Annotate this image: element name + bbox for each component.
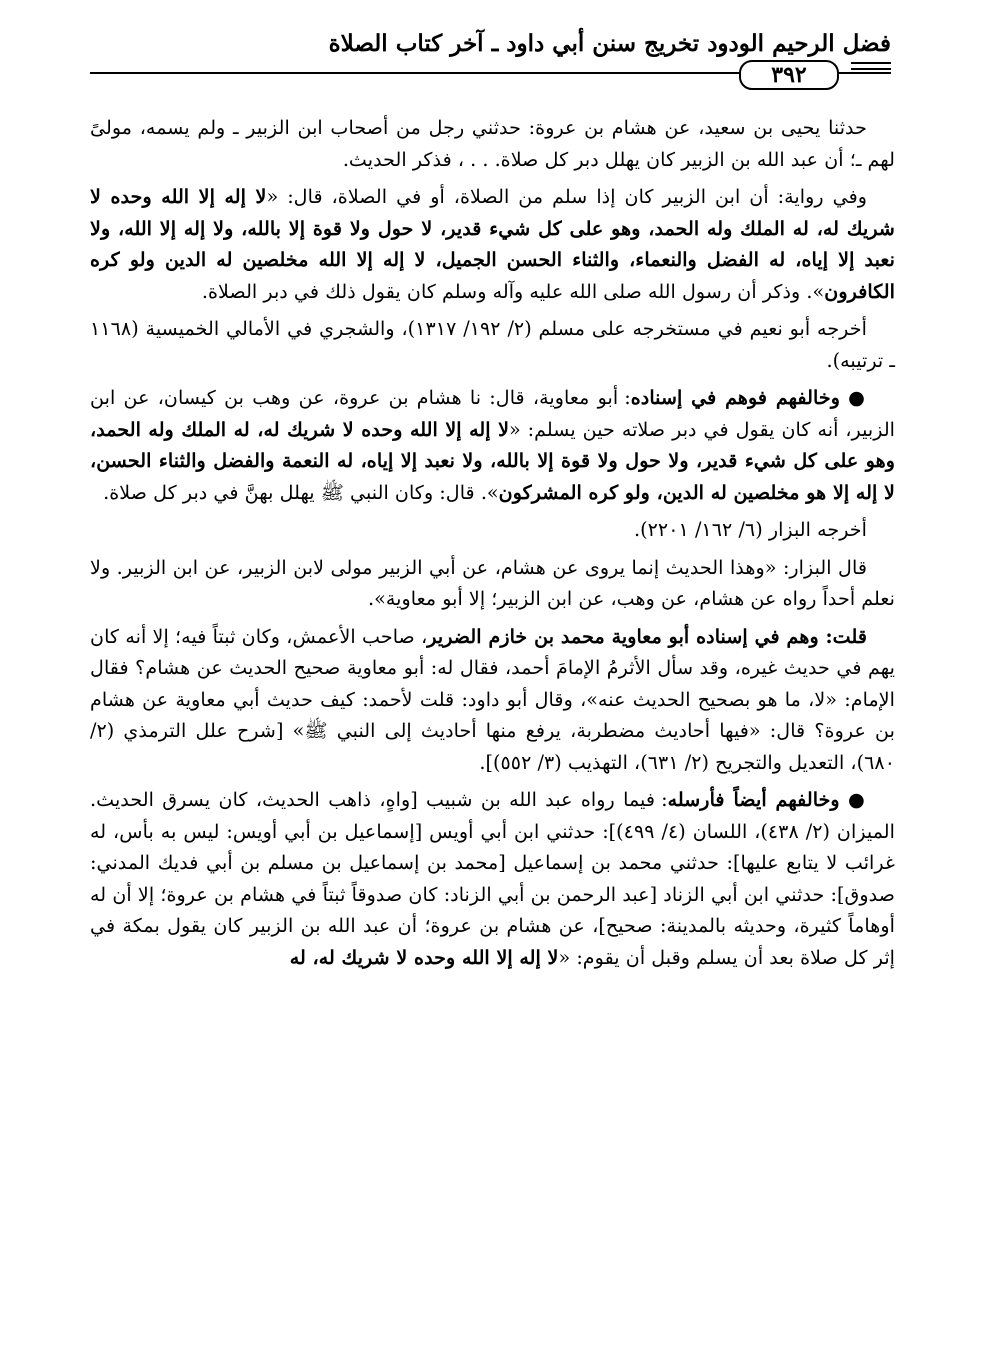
text-run: ». وذكر أن رسول الله صلى الله عليه وآله وسلم كان يقول ذلك في دبر الصلاة. [201,279,825,303]
paragraph [90,313,895,376]
bold-text: وخالفهم فوهم في إسناده [630,386,840,409]
text-run: حدثنا يحيى بن سعيد، عن هشام بن عروة: حدثني رجل من أصحاب ابن الزبير ـ ولم يسمه، مولىً لهم ـ؛ أن عبد الله بن الزبير كان يهلل دبر كل صلاة. . . ، فذكر الحديث. [90,116,895,171]
text-run: وفي رواية: أن ابن الزبير كان إذا سلم من الصلاة، أو في الصلاة، قال: « [266,185,868,208]
header-ornament-rule [851,68,891,70]
paragraph [90,621,895,779]
page-number: ٣٩٢ [739,60,839,90]
text-run: ● [839,788,867,811]
text-run: ● [839,386,867,409]
text-run: : فيما رواه عبد الله بن شبيب [واهٍ، ذاهب الحديث، كان يسرق الحديث. الميزان (٢/ ٤٣٨)، اللسان (٤/ ٤٩٩)]: حدثني ابن أبي أويس [إسماعيل بن أبي أويس: ليس به بأس، له غرائب لا يتابع عليها]: حدثني محمد بن إسماعيل [محمد بن إسماعيل بن مسلم بن أبي فديك المدني: صدوق]: حدثني ابن أبي الزناد [عبد الرحمن بن أبي الزناد: كان صدوقاً ثبتاً في هشام بن عروة؛ إلا أن له أوهاماً كثيرة، وحديثه بالمدينة: صحيح]، عن هشام بن عروة؛ أن عبد الله بن الزبير كان يقول بمكة في إثر كل صلاة بعد أن يسلم وقبل أن يقوم: « [90,788,895,969]
text-run: قال البزار: «وهذا الحديث إنما يروى عن هشام، عن أبي الزبير مولى لابن الزبير، عن ابن الزبير. ولا نعلم أحداً رواه عن هشام، عن وهب، عن ابن الزبير؛ إلا أبو معاوية». [90,555,895,610]
paragraph [90,784,895,973]
running-title: فضل الرحيم الودود تخريج سنن أبي داود ـ آخر كتاب الصلاة [328,30,891,57]
text-run: ، صاحب الأعمش، وكان ثبتاً فيه؛ إلا أنه كان يهم في حديث غيره، وقد سأل الأثرمُ الإمامَ أحمد، فقال له: أبو معاوية صحيح الحديث عن هشام؟ فقال الإمام: «لا، ما هو بصحيح الحديث عنه»، وقال أبو داود: قلت لأحمد: كيف حديث أبي معاوية عن هشام بن عروة؟ قال: «فيها أحاديث مضطربة، يرفع منها أحاديث إلى النبي ﷺ» [شرح علل الترمذي (٢/ ٦٨٠)، التعديل والتجريح (٢/ ٦٣١)، التهذيب (٣/ ٥٥٢)]. [90,624,895,774]
paragraph [90,382,895,508]
paragraph [90,112,895,175]
paragraph [90,552,895,615]
text-run: ». قال: وكان النبي ﷺ يهلل بهنَّ في دبر كل صلاة. [103,480,499,504]
text-run: أخرجه أبو نعيم في مستخرجه على مسلم (٢/ ١٩٢/ ١٣١٧)، والشجري في الأمالي الخميسية (١١٦٨ ـ ترتيبه). [90,317,895,372]
bold-text: لا إله إلا الله وحده لا شريك له، له الملك وله الحمد، وهو على كل شيء قدير، لا حول ولا قوة إلا بالله، ولا إله إلا الله، ولا نعبد إلا إياه، له الفضل والنعماء، والثناء الحسن الجميل، لا إله إلا الله مخلصين له الدين ولو كره الكافرون [90,185,895,303]
text-run: : أبو معاوية، قال: نا هشام بن عروة، عن وهب بن كيسان، عن ابن الزبير، أنه كان يقول في دبر صلاته حين يسلم: « [90,386,895,441]
bold-text: وخالفهم أيضاً فأرسله [667,788,840,811]
header-ornament-rule [851,62,891,64]
bold-text: لا إله إلا الله وحده لا شريك له، له الملك وله الحمد، وهو على كل شيء قدير، ولا حول ولا قوة إلا بالله، ولا نعبد إلا إياه، له النعمة والفضل والثناء الحسن، لا إله إلا هو مخلصين له الدين، ولو كره المشركون [90,417,895,504]
paragraph [90,514,895,546]
text-run: أخرجه البزار (٦/ ١٦٢/ ٢٢٠١). [634,518,867,541]
bold-text: لا إله إلا الله وحده لا شريك له، له [289,945,559,969]
bold-text: قلت: وهم في إسناده أبو معاوية محمد بن خازم الضرير [427,624,867,648]
paragraph [90,181,895,307]
page-header [90,26,891,88]
page-body [90,112,895,979]
